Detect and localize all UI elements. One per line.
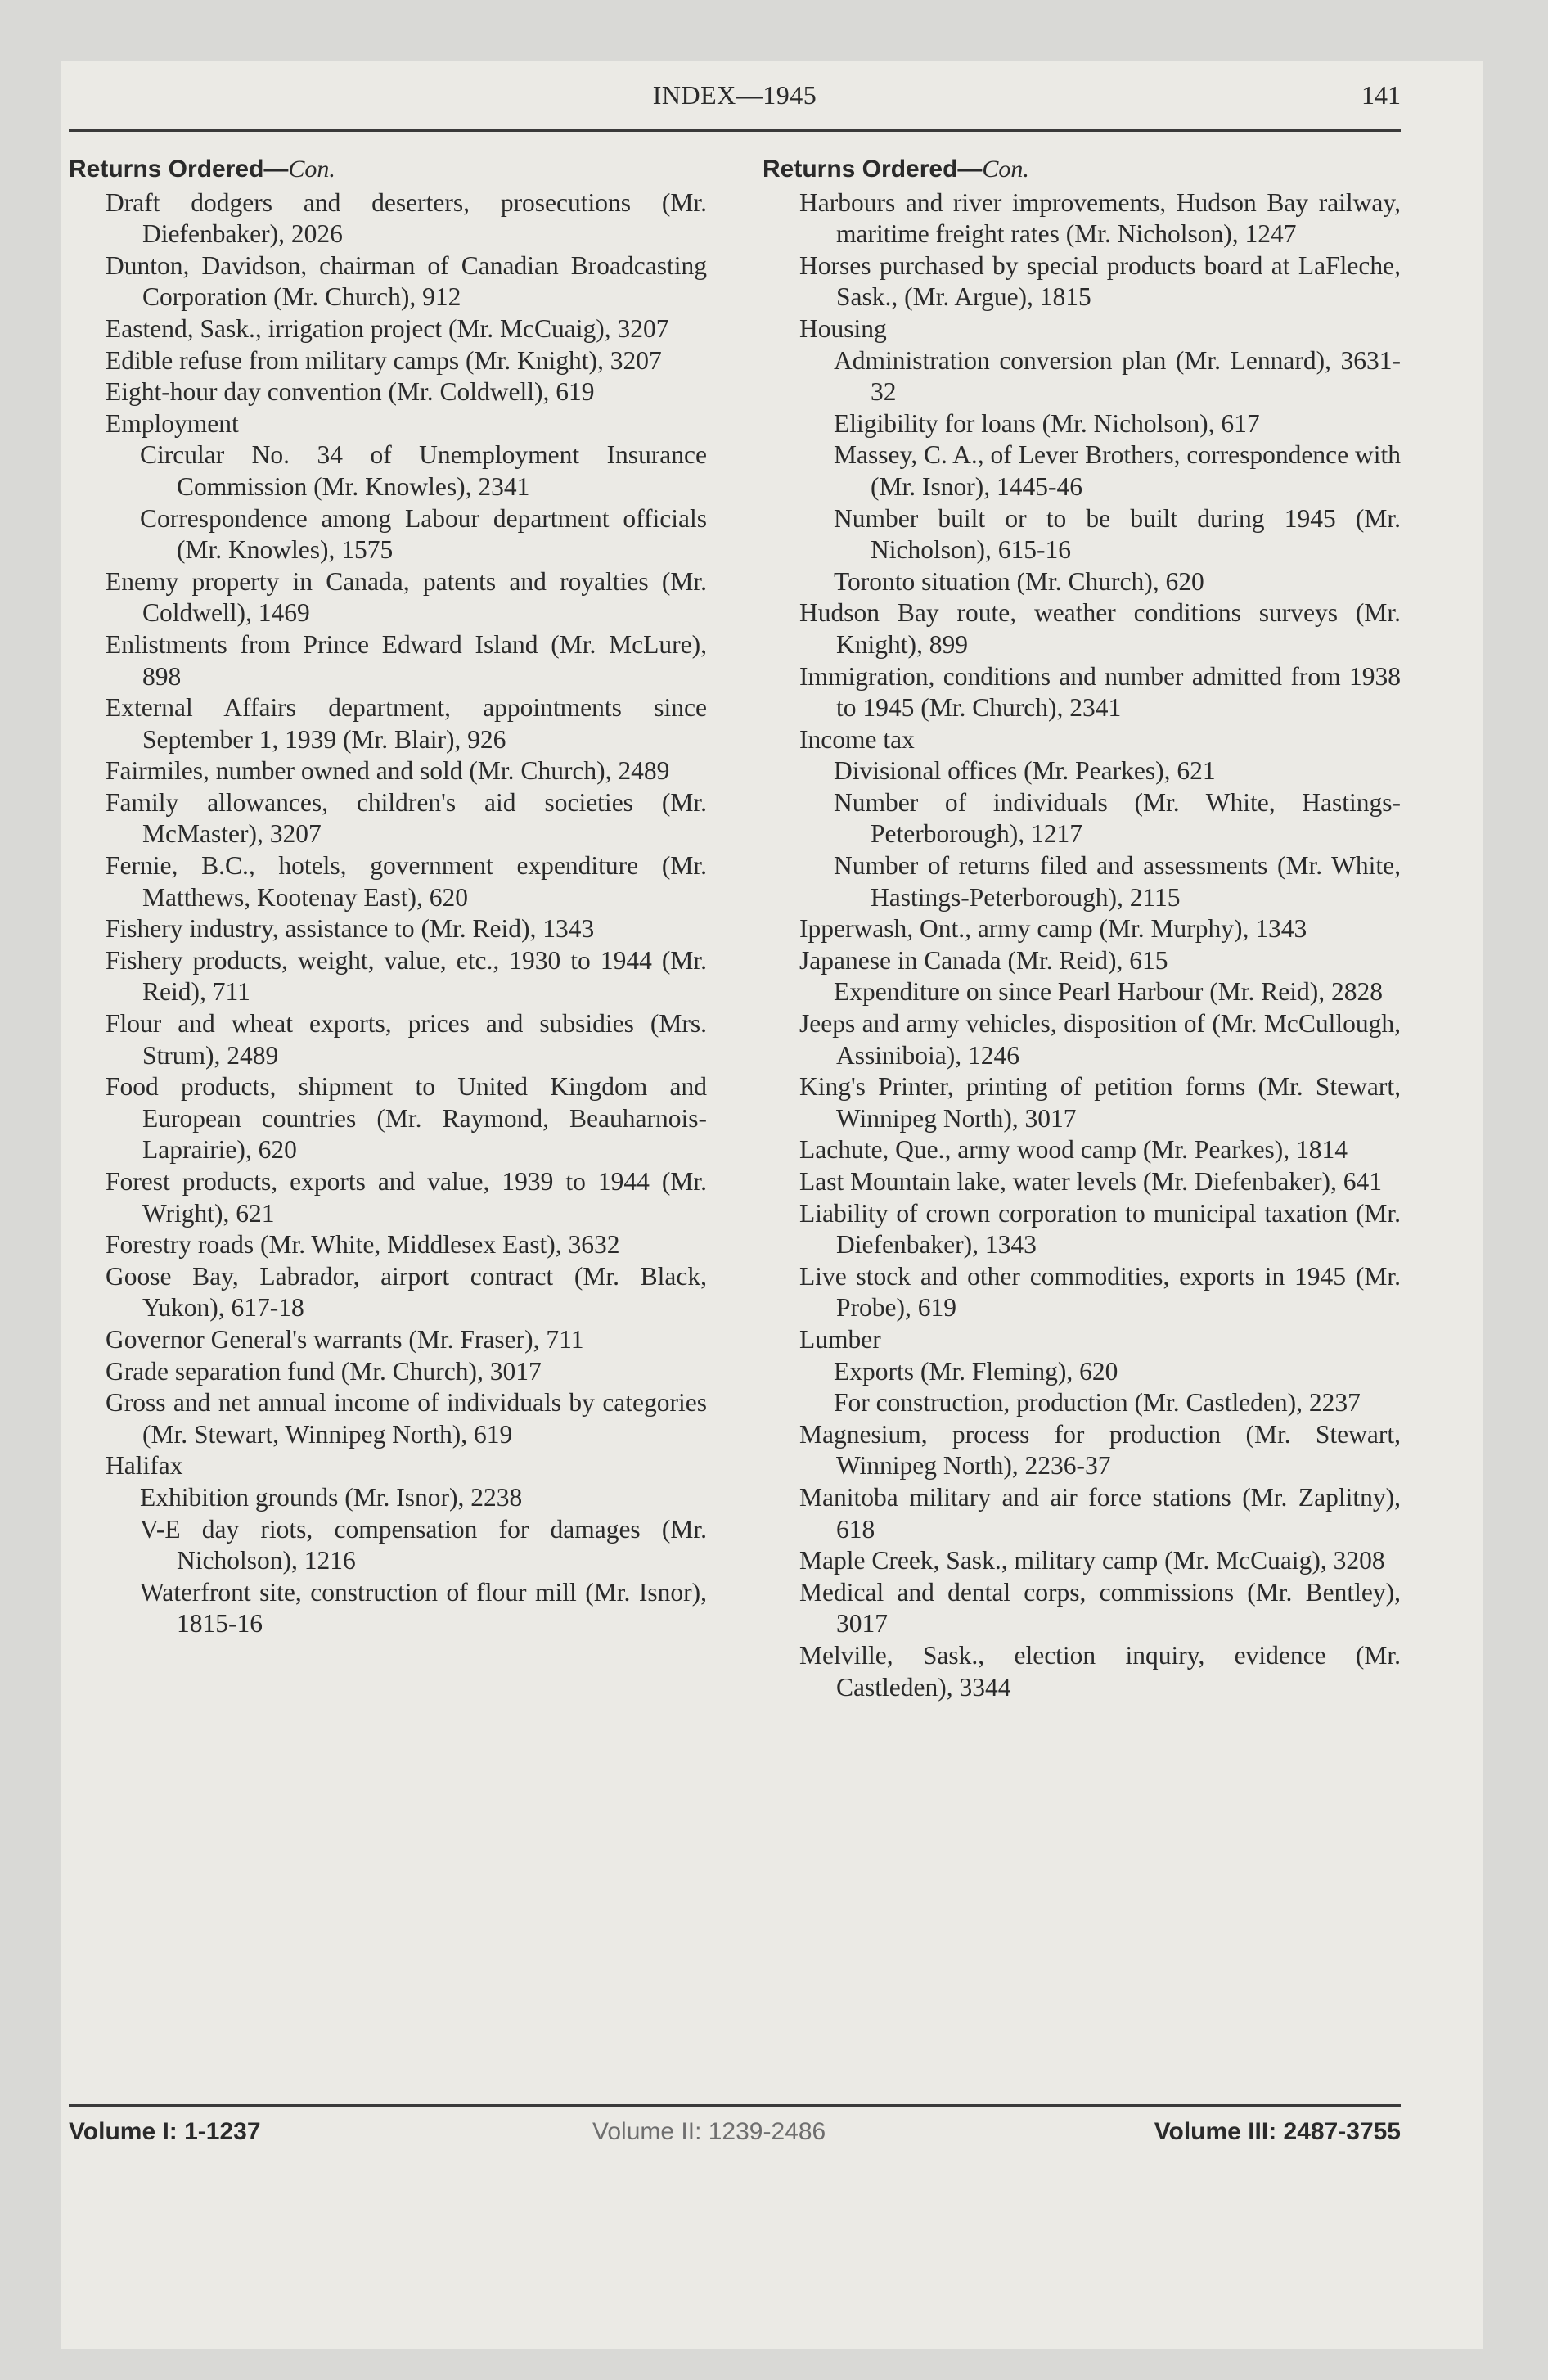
- volume-1-range: Volume I: 1-1237: [69, 2118, 261, 2145]
- index-entry: Ipperwash, Ont., army camp (Mr. Murphy), 1343: [799, 914, 1307, 944]
- index-entry: Divisional offices (Mr. Pearkes), 621: [834, 756, 1216, 786]
- index-entry: Forest products, exports and value, 1939 to 1944 (Mr. Wright), 621: [106, 1167, 707, 1228]
- page-header: [69, 80, 1401, 129]
- running-title: INDEX—1945: [652, 80, 817, 110]
- index-entry: Number of returns filed and assessments (Mr. White, Hastings-Peterborough), 2115: [834, 851, 1401, 912]
- index-entry: Correspondence among Labour department officials (Mr. Knowles), 1575: [140, 503, 707, 565]
- index-entry: Exports (Mr. Fleming), 620: [834, 1356, 1118, 1386]
- index-entry: Circular No. 34 of Unemployment Insurance Commission (Mr. Knowles), 2341: [140, 440, 707, 501]
- index-entry: Fishery products, weight, value, etc., 1930 to 1944 (Mr. Reid), 711: [106, 945, 707, 1007]
- section-heading: [69, 154, 707, 186]
- index-entry: Medical and dental corps, commissions (Mr. Bentley), 3017: [799, 1577, 1401, 1639]
- index-entry: King's Printer, printing of petition forms (Mr. Stewart, Winnipeg North), 3017: [799, 1072, 1401, 1133]
- index-entry: Liability of crown corporation to municipal taxation (Mr. Diefenbaker), 1343: [799, 1198, 1401, 1260]
- right-entry-list: [763, 187, 1401, 1704]
- volume-footer: [69, 2118, 1401, 2154]
- footer-rule: [69, 2104, 1401, 2107]
- volume-2-range: Volume II: 1239-2486: [592, 2118, 826, 2145]
- index-entry: Last Mountain lake, water levels (Mr. Diefenbaker), 641: [799, 1167, 1383, 1196]
- index-entry: External Affairs department, appointments since September 1, 1939 (Mr. Blair), 926: [106, 693, 707, 754]
- index-entry: Massey, C. A., of Lever Brothers, correspondence with (Mr. Isnor), 1445-46: [834, 440, 1401, 501]
- index-entry: Employment: [106, 408, 239, 438]
- index-entry: Expenditure on since Pearl Harbour (Mr. Reid), 2828: [834, 977, 1383, 1007]
- index-entry: Eastend, Sask., irrigation project (Mr. McCuaig), 3207: [106, 313, 669, 343]
- index-entry: Enemy property in Canada, patents and royalties (Mr. Coldwell), 1469: [106, 566, 707, 628]
- index-entry: Housing: [799, 313, 887, 343]
- section-heading: [763, 154, 1401, 186]
- index-entry: Eight-hour day convention (Mr. Coldwell), 619: [106, 377, 595, 407]
- index-entry: Enlistments from Prince Edward Island (Mr. McLure), 898: [106, 629, 707, 691]
- index-entry: Magnesium, process for production (Mr. Stewart, Winnipeg North), 2236-37: [799, 1419, 1401, 1481]
- index-entry: Income tax: [799, 724, 915, 754]
- index-entry: Lachute, Que., army wood camp (Mr. Pearkes), 1814: [799, 1135, 1348, 1165]
- index-entry: Manitoba military and air force stations (Mr. Zaplitny), 618: [799, 1482, 1401, 1544]
- index-entry: Governor General's warrants (Mr. Fraser), 711: [106, 1324, 584, 1354]
- index-entry: Jeeps and army vehicles, disposition of (Mr. McCullough, Assiniboia), 1246: [799, 1009, 1401, 1070]
- index-entry: For construction, production (Mr. Castleden), 2237: [834, 1388, 1361, 1418]
- section-heading-con: Con.: [288, 156, 335, 183]
- page-number: 141: [1361, 80, 1401, 110]
- index-entry: Draft dodgers and deserters, prosecutions (Mr. Diefenbaker), 2026: [106, 187, 707, 249]
- index-entry: Grade separation fund (Mr. Church), 3017: [106, 1356, 542, 1386]
- index-entry: Forestry roads (Mr. White, Middlesex East), 3632: [106, 1230, 620, 1260]
- index-entry: Number of individuals (Mr. White, Hastings-Peterborough), 1217: [834, 787, 1401, 849]
- section-heading-text: Returns Ordered—: [69, 156, 289, 183]
- index-entry: V-E day riots, compensation for damages (Mr. Nicholson), 1216: [140, 1514, 707, 1575]
- index-entry: Exhibition grounds (Mr. Isnor), 2238: [140, 1482, 523, 1512]
- left-entry-list: [69, 187, 707, 1640]
- section-heading-text: Returns Ordered—: [763, 156, 983, 183]
- index-entry: Flour and wheat exports, prices and subsidies (Mrs. Strum), 2489: [106, 1009, 707, 1070]
- index-entry: Gross and net annual income of individuals by categories (Mr. Stewart, Winnipeg North), 619: [106, 1388, 707, 1449]
- index-entry: Number built or to be built during 1945 (Mr. Nicholson), 615-16: [834, 503, 1401, 565]
- volume-3-range: Volume III: 2487-3755: [1154, 2118, 1401, 2145]
- index-entry: Japanese in Canada (Mr. Reid), 615: [799, 945, 1168, 975]
- index-entry: Fishery industry, assistance to (Mr. Reid), 1343: [106, 914, 595, 944]
- index-entry: Lumber: [799, 1324, 881, 1354]
- index-entry: Toronto situation (Mr. Church), 620: [834, 566, 1204, 596]
- index-entry: Immigration, conditions and number admitted from 1938 to 1945 (Mr. Church), 2341: [799, 661, 1401, 723]
- index-entry: Halifax: [106, 1451, 183, 1481]
- index-entry: Eligibility for loans (Mr. Nicholson), 617: [834, 408, 1260, 438]
- index-entry: Harbours and river improvements, Hudson Bay railway, maritime freight rates (Mr. Nicholson), 1247: [799, 187, 1401, 249]
- index-entry: Food products, shipment to United Kingdom and European countries (Mr. Raymond, Beauharnois-Laprairie), 620: [106, 1072, 707, 1165]
- section-heading-con: Con.: [982, 156, 1029, 183]
- index-entry: Melville, Sask., election inquiry, evidence (Mr. Castleden), 3344: [799, 1640, 1401, 1702]
- index-entry: Administration conversion plan (Mr. Lennard), 3631-32: [834, 345, 1401, 407]
- header-rule: [69, 129, 1401, 132]
- left-column: [69, 154, 707, 1640]
- index-entry: Dunton, Davidson, chairman of Canadian Broadcasting Corporation (Mr. Church), 912: [106, 250, 707, 312]
- index-entry: Edible refuse from military camps (Mr. Knight), 3207: [106, 345, 662, 375]
- index-entry: Family allowances, children's aid societies (Mr. McMaster), 3207: [106, 787, 707, 849]
- right-column: [763, 154, 1401, 1703]
- index-entry: Maple Creek, Sask., military camp (Mr. McCuaig), 3208: [799, 1546, 1385, 1575]
- index-entry: Live stock and other commodities, exports in 1945 (Mr. Probe), 619: [799, 1261, 1401, 1323]
- index-entry: Fernie, B.C., hotels, government expenditure (Mr. Matthews, Kootenay East), 620: [106, 851, 707, 912]
- index-entry: Hudson Bay route, weather conditions surveys (Mr. Knight), 899: [799, 598, 1401, 659]
- index-entry: Horses purchased by special products board at LaFleche, Sask., (Mr. Argue), 1815: [799, 250, 1401, 312]
- index-entry: Fairmiles, number owned and sold (Mr. Church), 2489: [106, 756, 670, 786]
- index-entry: Waterfront site, construction of flour mill (Mr. Isnor), 1815-16: [140, 1577, 707, 1639]
- index-entry: Goose Bay, Labrador, airport contract (Mr. Black, Yukon), 617-18: [106, 1261, 707, 1323]
